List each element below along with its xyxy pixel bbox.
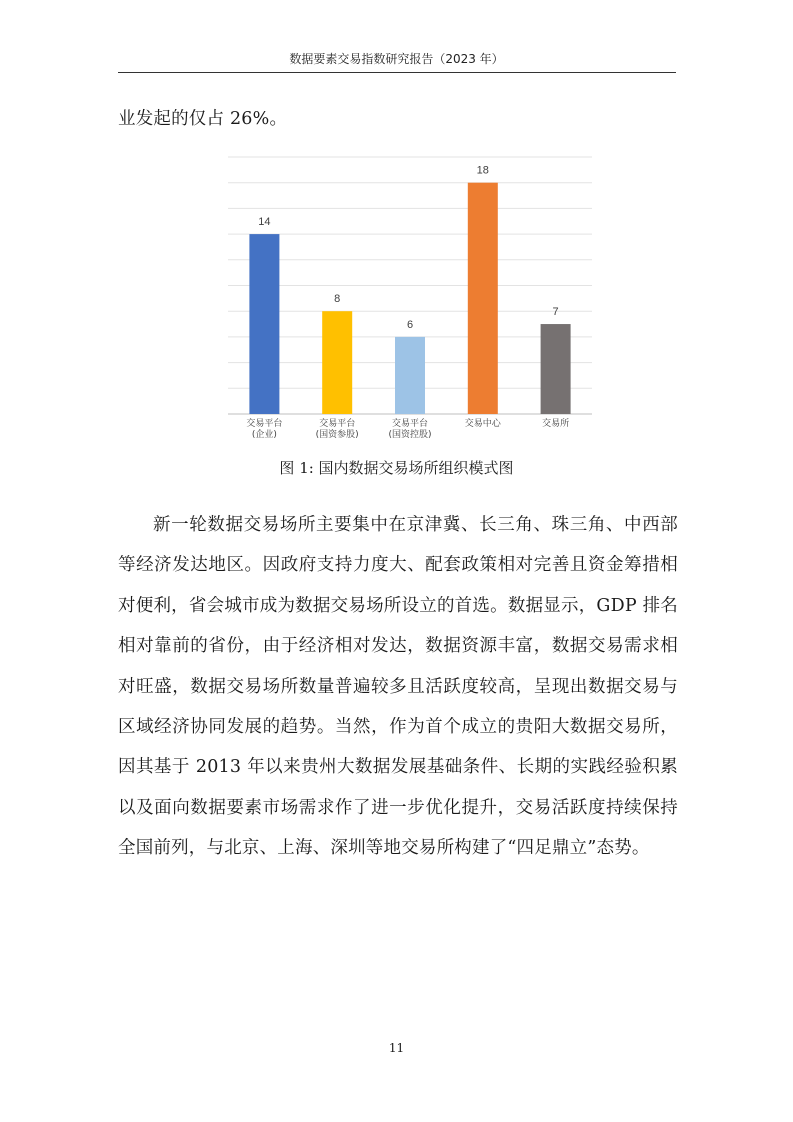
- bar-chart: [220, 143, 600, 453]
- data-label: 7: [552, 306, 559, 319]
- header-divider: [118, 72, 676, 73]
- category-label: 交易平台: [391, 419, 429, 429]
- lead-text: 业发起的仅占 26%。: [118, 109, 288, 129]
- data-label: 6: [406, 318, 414, 331]
- bar: [541, 324, 571, 414]
- category-label: (国资控股): [388, 430, 432, 440]
- figure-caption: 图 1: 国内数据交易场所组织模式图: [279, 459, 514, 477]
- category-label: (企业): [251, 430, 277, 440]
- body-paragraph: 新一轮数据交易场所主要集中在京津冀、长三角、珠三角、中西部等经济发达地区。因政府支持力度大、配套政策相对完善且资金筹措相对便利，省会城市成为数据交易场所设立的首选。数据显示，GDP 排名相对靠前的省份，由于经济相对发达，数据资源丰富，数据交易需求相对旺盛，数据交易场所数量普遍较多且活跃度较高，呈现出数据交易与区域经济协同发展的趋势。当然，作为首个成立的贵阳大数据交易所，因其基于 2013 年以来贵州大数据发展基础条件、长期的实践经验积累以及面向数据要素市场需求作了进一步优化提升，交易活跃度持续保持全国前列，与北京、上海、深圳等地交易所构建了“四足鼎立”态势。: [118, 515, 678, 859]
- page-number: 11: [388, 1041, 405, 1055]
- data-label: 8: [334, 293, 341, 306]
- category-label: 交易平台: [319, 419, 356, 429]
- category-label: 交易所: [542, 419, 570, 429]
- bar: [468, 183, 498, 414]
- bar: [249, 234, 279, 414]
- data-label: 14: [258, 216, 271, 229]
- category-label: 交易平台: [246, 419, 283, 429]
- category-label: 交易中心: [464, 419, 501, 429]
- chart-svg: [220, 143, 600, 453]
- data-label: 18: [476, 164, 489, 177]
- bar: [322, 311, 352, 414]
- category-label: (国资参股): [315, 430, 359, 440]
- page-header: 数据要素交易指数研究报告（2023 年）: [289, 52, 504, 66]
- bar: [395, 337, 425, 414]
